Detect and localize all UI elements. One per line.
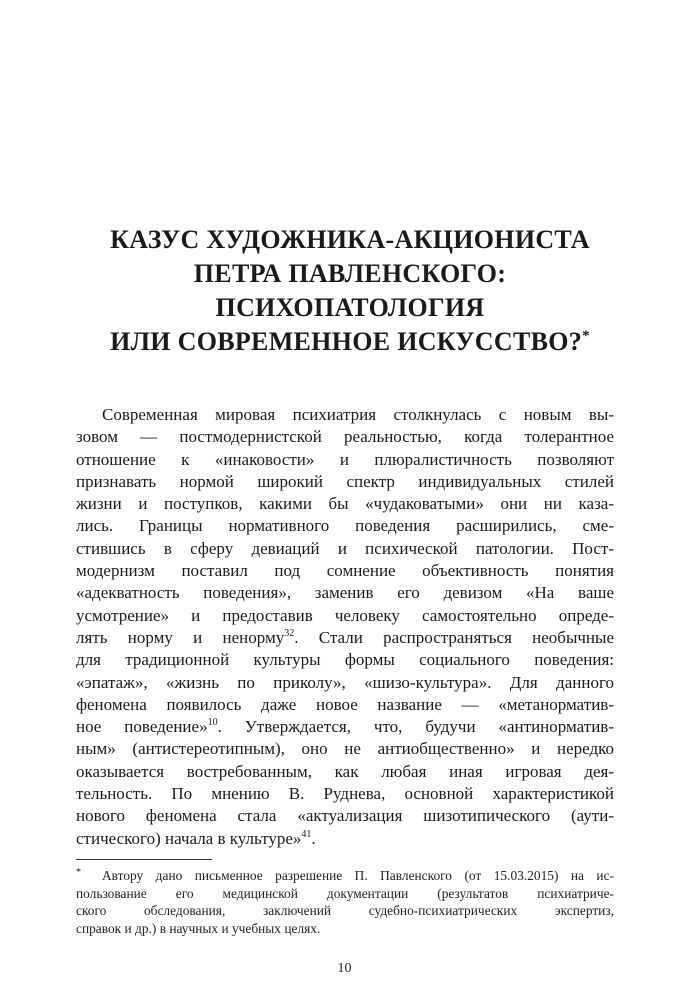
reference-marker: 32 [284, 627, 295, 639]
reference-marker: 41 [301, 828, 312, 840]
body-line: стившись в сферу девиаций и психической патологии. Пост- [76, 538, 614, 558]
body-line: «эпатаж», «жизнь по приколу», «шизо-культура». Для данного [76, 672, 614, 692]
title-line-1: КАЗУС ХУДОЖНИКА-АКЦИОНИСТА [110, 225, 590, 254]
body-line [76, 828, 614, 850]
body-line: зовом — постмодернистской реальностью, когда толерантное [76, 427, 614, 447]
body-line [76, 627, 614, 649]
footnote-line: ского обследования, заключений судебно-психиатрических экспертиз, [76, 903, 614, 918]
chapter-title [70, 223, 630, 359]
footnote-divider [76, 859, 212, 860]
body-line: усмотрение» и предоставив человеку самостоятельно опреде- [76, 605, 614, 625]
body-line-text: . Стали распространяться необычные [294, 627, 614, 647]
footnote-line: пользование его медицинской документации (результатов психиатриче- [76, 885, 614, 901]
body-line: ным» (антистереотипным), оно не антиобщественно» и нередко [76, 739, 614, 759]
body-line-text: . [311, 828, 316, 848]
body-line: жизни и поступков, какими бы «чудаковатыми» они ни каза- [76, 494, 614, 514]
body-line: «адекватность поведения», заменив его девизом «На ваше [76, 583, 614, 603]
body-line: модернизм поставил под сомнение объективность понятия [76, 561, 614, 581]
body-line: отношение к «инаковости» и плюралистичность позволяют [76, 449, 614, 469]
body-line-text: . Утверждается, что, будучи «антинорматив- [217, 717, 614, 737]
title-line-3: ПСИХОПАТОЛОГИЯ [215, 293, 485, 322]
body-line: лись. Границы нормативного поведения расширились, сме- [76, 516, 614, 536]
body-line: тельность. По мнению В. Руднева, основной характеристикой [76, 784, 614, 804]
reference-marker: 10 [207, 717, 218, 729]
body-line: для традиционной культуры формы социального поведения: [76, 650, 614, 670]
title-line-4-text: ИЛИ СОВРЕМЕННОЕ ИСКУССТВО? [110, 327, 583, 356]
footnote-line: Автору дано письменное разрешение П. Павленского (от 15.03.2015) на ис- [102, 868, 614, 883]
footnote-line: справок и др.) в научных и учебных целях. [76, 920, 321, 936]
body-line: нового феномена стала «актуализация шизотипического (аути- [76, 806, 614, 826]
footnote [76, 867, 614, 937]
main-paragraph [76, 404, 614, 850]
body-line-text: ное поведение» [76, 717, 208, 737]
page-number: 10 [337, 961, 352, 976]
body-line-text: лять норму и ненорму [76, 627, 285, 647]
footnote-marker: * [76, 867, 81, 878]
title-line-2: ПЕТРА ПАВЛЕНСКОГО: [193, 259, 507, 288]
title-line-4 [70, 325, 630, 359]
body-line: феномена появилось даже новое название — «метанорматив- [76, 694, 614, 714]
body-line-text: стического) начала в культуре» [76, 828, 302, 848]
body-line: Современная мировая психиатрия столкнулась с новым вы- [102, 405, 614, 424]
body-line [76, 716, 614, 738]
title-footnote-marker: * [582, 328, 590, 344]
body-line: оказывается востребованным, как любая иная игровая дея- [76, 761, 614, 781]
body-line: признавать нормой широкий спектр индивидуальных стилей [76, 471, 614, 491]
